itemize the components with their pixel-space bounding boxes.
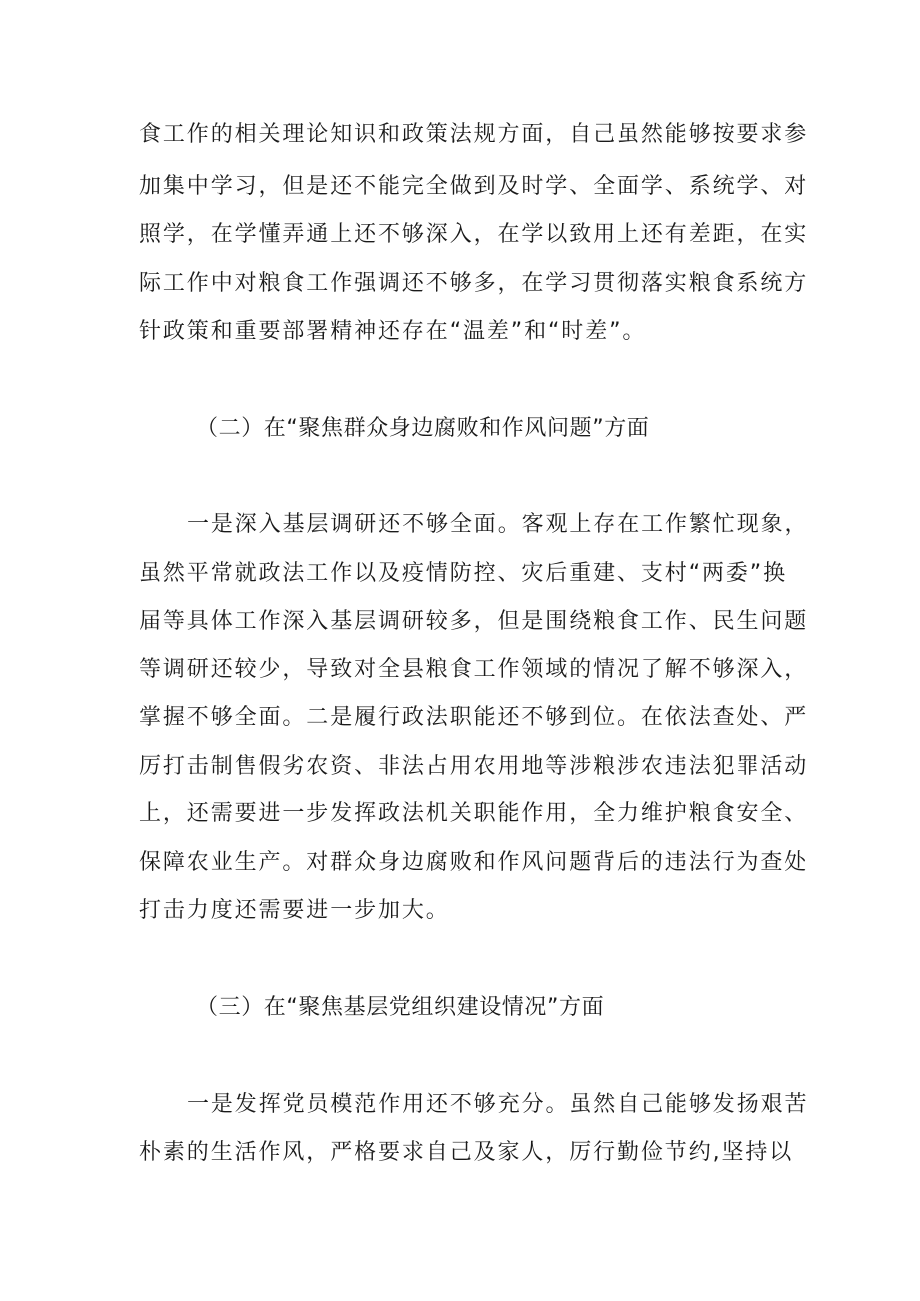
text-line: 保障农业生产。对群众身边腐败和作风问题背后的违法行为查处: [139, 850, 809, 875]
text-line: 等调研还较少，导致对全县粮食工作领域的情况了解不够深入，: [139, 657, 809, 682]
text-line: 针政策和重要部署精神还存在“温差”和“时差”。: [139, 319, 647, 344]
text-line: 上，还需要进一步发挥政法机关职能作用，全力维护粮食安全、: [139, 801, 809, 826]
text-line: 掌握不够全面。二是履行政法职能还不够到位。在依法查处、严: [139, 705, 809, 730]
text-line: 厉打击制售假劣农资、非法占用农用地等涉粮涉农违法犯罪活动: [139, 754, 809, 779]
section-heading-2: （二）在“聚焦群众身边腐败和作风问题”方面: [196, 416, 650, 441]
text-line: 一是深入基层调研还不够全面。客观上存在工作繁忙现象，: [187, 512, 809, 537]
text-line: 食工作的相关理论知识和政策法规方面，自己虽然能够按要求参: [139, 122, 809, 147]
text-line: 加集中学习，但是还不能完全做到及时学、全面学、系统学、对: [139, 174, 809, 199]
text-line: 虽然平常就政法工作以及疫情防控、灾后重建、支村“两委”换: [139, 561, 787, 586]
text-line: 一是发挥党员模范作用还不够充分。虽然自己能够发扬艰苦: [187, 1092, 809, 1117]
text-line: 届等具体工作深入基层调研较多，但是围绕粮食工作、民生问题: [139, 609, 809, 634]
text-line: 际工作中对粮食工作强调还不够多，在学习贯彻落实粮食系统方: [139, 271, 809, 296]
text-line: 朴素的生活作风，严格要求自己及家人，厉行勤俭节约,坚持以: [139, 1140, 794, 1165]
section-heading-3: （三）在“聚焦基层党组织建设情况”方面: [196, 995, 605, 1020]
text-line: 打击力度还需要进一步加大。: [139, 898, 450, 923]
text-line: 照学，在学懂弄通上还不够深入，在学以致用上还有差距，在实: [139, 222, 809, 247]
